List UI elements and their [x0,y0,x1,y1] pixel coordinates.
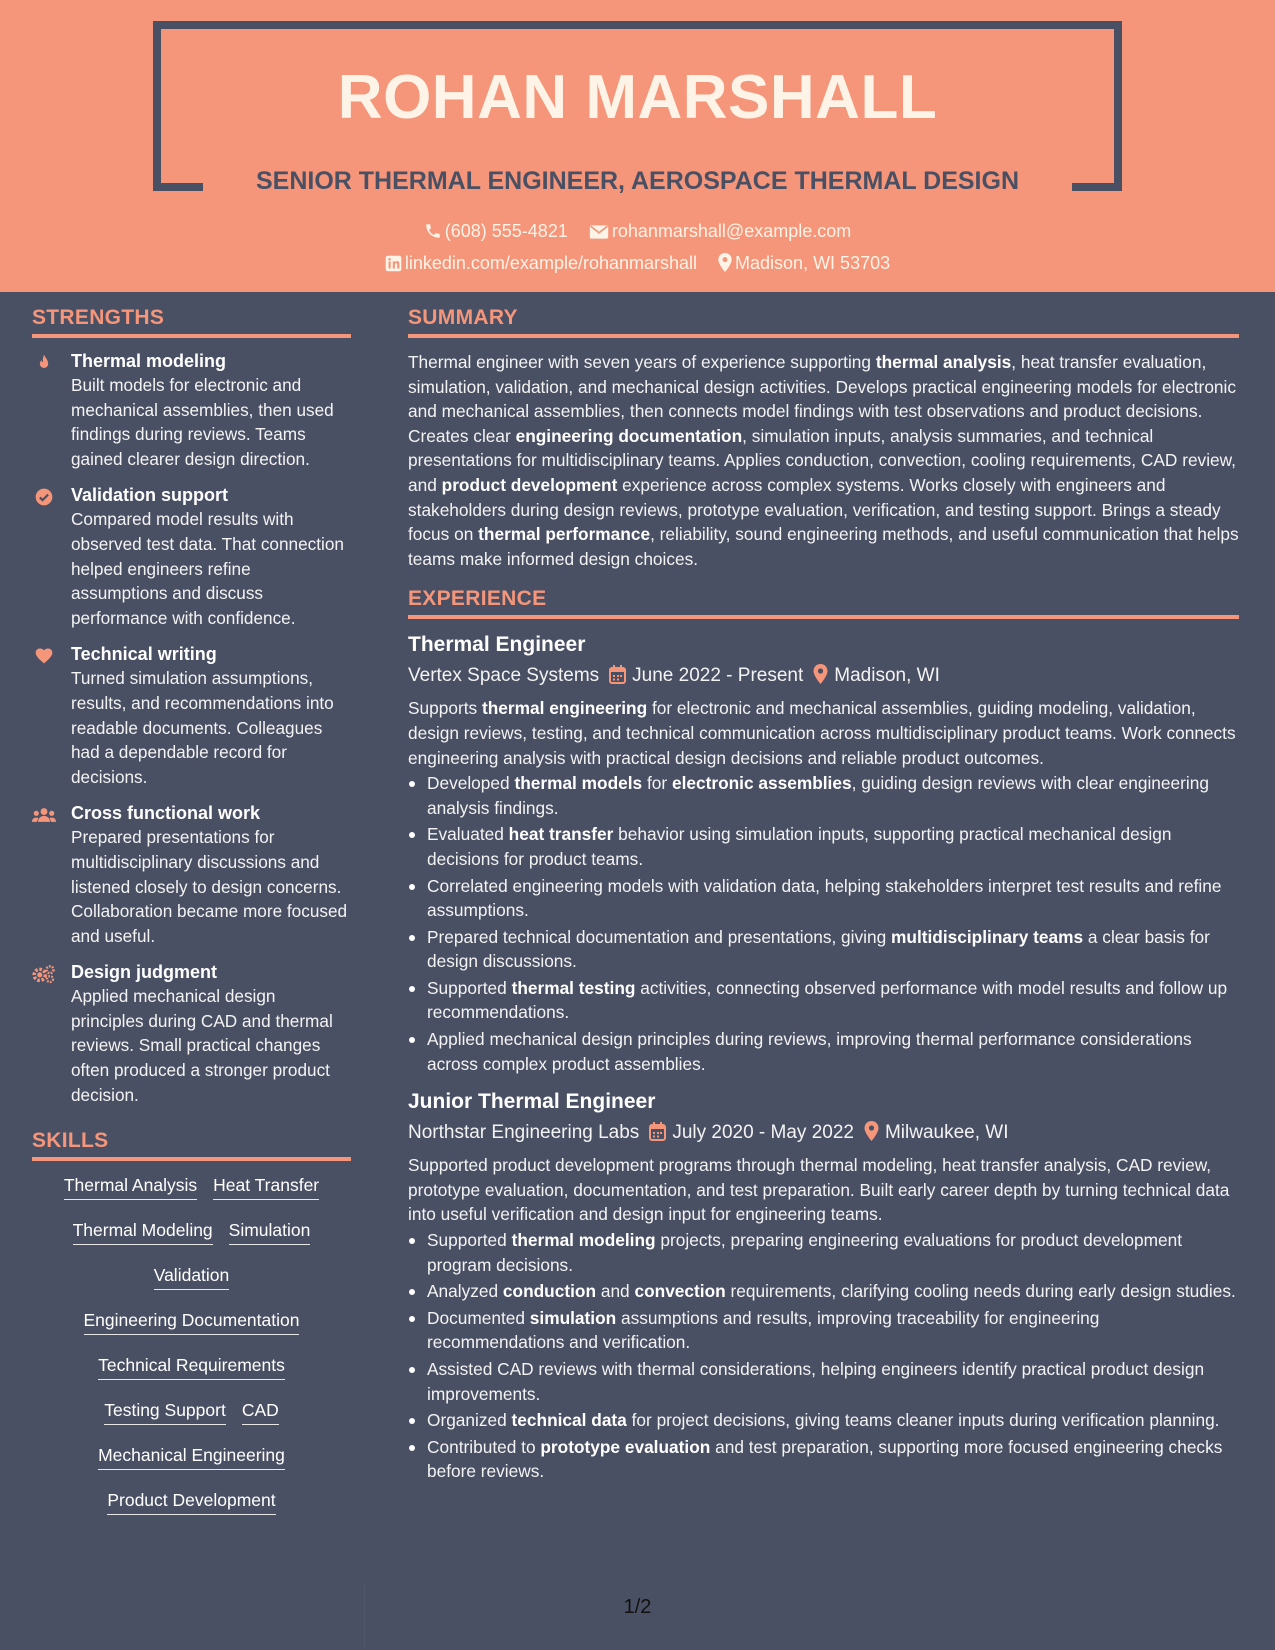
skill-tag: Technical Requirements [98,1353,285,1380]
linkedin-icon [385,255,402,272]
check-circle-icon [32,487,56,507]
strength-title: Thermal modeling [71,351,227,371]
job-title: Junior Thermal Engineer [408,1090,656,1114]
job-dates: June 2022 - Present [632,665,804,687]
phone-text: (608) 555-4821 [444,221,568,241]
job-meta [408,1118,1239,1148]
skill-tag: Thermal Analysis [64,1173,197,1200]
linkedin-text[interactable]: linkedin.com/example/rohanmarshall [404,253,698,273]
heart-icon [32,646,56,666]
skill-tag: Heat Transfer [213,1173,319,1200]
candidate-name: ROHAN MARSHALL [337,63,938,132]
experience-list [408,631,1239,1484]
strength-item [32,484,351,630]
calendar-icon [609,665,626,684]
skill-tag: Thermal Modeling [73,1218,213,1245]
experience-heading: EXPERIENCE [408,587,1239,619]
page-number: 1/2 [623,1596,652,1618]
strength-desc: Built models for electronic and mechanical assemblies, then used findings during reviews. Teams gained clearer design direction. [71,375,334,469]
job-entry [408,631,1239,1076]
job-bullets [408,1228,1239,1484]
job-bullet: Contributed to prototype evaluation and test preparation, supporting more focused engineering checks before reviews. [408,1435,1239,1484]
gears-icon [32,964,56,984]
job-meta [408,661,1239,691]
job-bullet: Developed thermal models for electronic assemblies, guiding design reviews with clear engineering analysis findings. [408,771,1239,820]
job-entry [408,1088,1239,1484]
left-column [32,306,351,1533]
strength-desc: Compared model results with observed test data. That connection helped engineers refine assumptions and discuss performance with confidence. [71,509,344,628]
job-bullet: Prepared technical documentation and presentations, giving multidisciplinary teams a clear basis for design discussions. [408,925,1239,974]
contact-row-1 [0,221,1275,242]
strength-item [32,802,351,948]
envelope-icon [589,224,609,240]
skills-heading: SKILLS [32,1129,351,1161]
summary-heading: SUMMARY [408,306,1239,338]
skill-tag: Testing Support [104,1398,226,1425]
email-item[interactable] [589,221,851,242]
map-pin-icon [864,1121,879,1141]
strength-desc: Turned simulation assumptions, results, and recommendations into readable documents. Colleagues had a dependable record for decisions. [71,668,334,787]
location-text: Madison, WI 53703 [735,253,891,273]
email-text[interactable]: rohanmarshall@example.com [611,221,852,241]
job-bullet: Documented simulation assumptions and results, improving traceability for engineering recommendations and verification. [408,1306,1239,1355]
job-description: Supports thermal engineering for electronic and mechanical assemblies, guiding modeling, validation, design reviews, testing, and technical communication across multidisciplinary product teams. Work connects engineering analysis with practical design decisions and reliable product outcomes. [408,698,1236,768]
strength-title: Cross functional work [71,803,261,824]
job-bullet: Assisted CAD reviews with thermal considerations, helping engineers identify practical product design improvements. [408,1357,1239,1406]
linkedin-item[interactable] [385,253,697,274]
contact-row-2 [0,253,1275,274]
job-bullet: Supported thermal testing activities, connecting observed performance with model results and follow up recommendations. [408,976,1239,1025]
skill-tag: CAD [242,1398,279,1425]
location-item [718,253,890,274]
job-description: Supported product development programs through thermal modeling, heat transfer analysis, CAD review, prototype evaluation, documentation, and test preparation. Built early career depth by turning technical data into useful verification and design input for engineering teams. [408,1155,1230,1225]
users-icon [32,805,56,825]
job-title: Thermal Engineer [408,633,586,657]
skill-tag: Validation [154,1263,230,1290]
summary-text: Thermal engineer with seven years of experience supporting thermal analysis, heat transfer evaluation, simulation, validation, and mechanical design activities. Develops practical engineering models for electronic and mechanical assemblies, then connects model findings with test observations and product decisions. Creates clear engineering documentation, simulation inputs, analysis summaries, and technical presentations for multidisciplinary teams. Applies conduction, convection, cooling requirements, CAD review, and product development experience across complex systems. Works closely with engineers and stakeholders during design reviews, prototype evaluation, verification, and testing support. Brings a steady focus on thermal performance, reliability, sound engineering methods, and useful communication that helps teams make informed design choices. [408,352,1239,569]
phone-icon [424,222,442,240]
skill-tag: Product Development [107,1488,275,1515]
calendar-icon [649,1122,666,1141]
strength-item [32,961,351,1107]
strength-desc: Prepared presentations for multidisciplinary discussions and listened closely to design concerns. Collaboration became more focused and useful. [71,827,348,946]
job-bullets [408,771,1239,1076]
strength-title: Validation support [71,485,229,506]
skills-list [32,1173,351,1515]
job-bullet: Analyzed conduction and convection requirements, clarifying cooling needs during early design studies. [408,1279,1239,1304]
skill-tag: Simulation [229,1218,311,1245]
strength-item [32,643,351,789]
strength-title: Technical writing [71,644,217,665]
skill-tag: Engineering Documentation [84,1308,300,1335]
job-location: Madison, WI [834,665,940,687]
job-bullet: Applied mechanical design principles during reviews, improving thermal performance considerations across complex product assemblies. [408,1027,1239,1076]
map-pin-icon [718,253,732,272]
strengths-heading: STRENGTHS [32,306,351,338]
strength-title: Design judgment [71,962,218,983]
candidate-title: SENIOR THERMAL ENGINEER, AEROSPACE THERMAL DESIGN [210,167,1065,196]
job-location: Milwaukee, WI [884,1122,1009,1144]
job-bullet: Organized technical data for project decisions, giving teams cleaner inputs during verification planning. [408,1408,1239,1433]
map-pin-icon [813,664,828,684]
job-dates: July 2020 - May 2022 [672,1122,854,1144]
strength-desc: Applied mechanical design principles during CAD and thermal reviews. Small practical changes often produced a stronger product decision. [71,986,333,1105]
job-company: Northstar Engineering Labs [408,1122,640,1144]
job-bullet: Supported thermal modeling projects, preparing engineering evaluations for product development program decisions. [408,1228,1239,1277]
phone-item [424,221,568,242]
header-frame-left-foot [153,183,203,191]
header-frame-right-foot [1072,183,1122,191]
flame-icon [32,353,56,373]
skill-tag: Mechanical Engineering [98,1443,285,1470]
strength-item [32,350,351,471]
job-bullet: Correlated engineering models with validation data, helping stakeholders interpret test results and refine assumptions. [408,874,1239,923]
job-bullet: Evaluated heat transfer behavior using simulation inputs, supporting practical mechanical design decisions for product teams. [408,822,1239,871]
right-column [408,306,1239,1496]
resume-header [0,0,1275,292]
job-company: Vertex Space Systems [408,665,600,687]
